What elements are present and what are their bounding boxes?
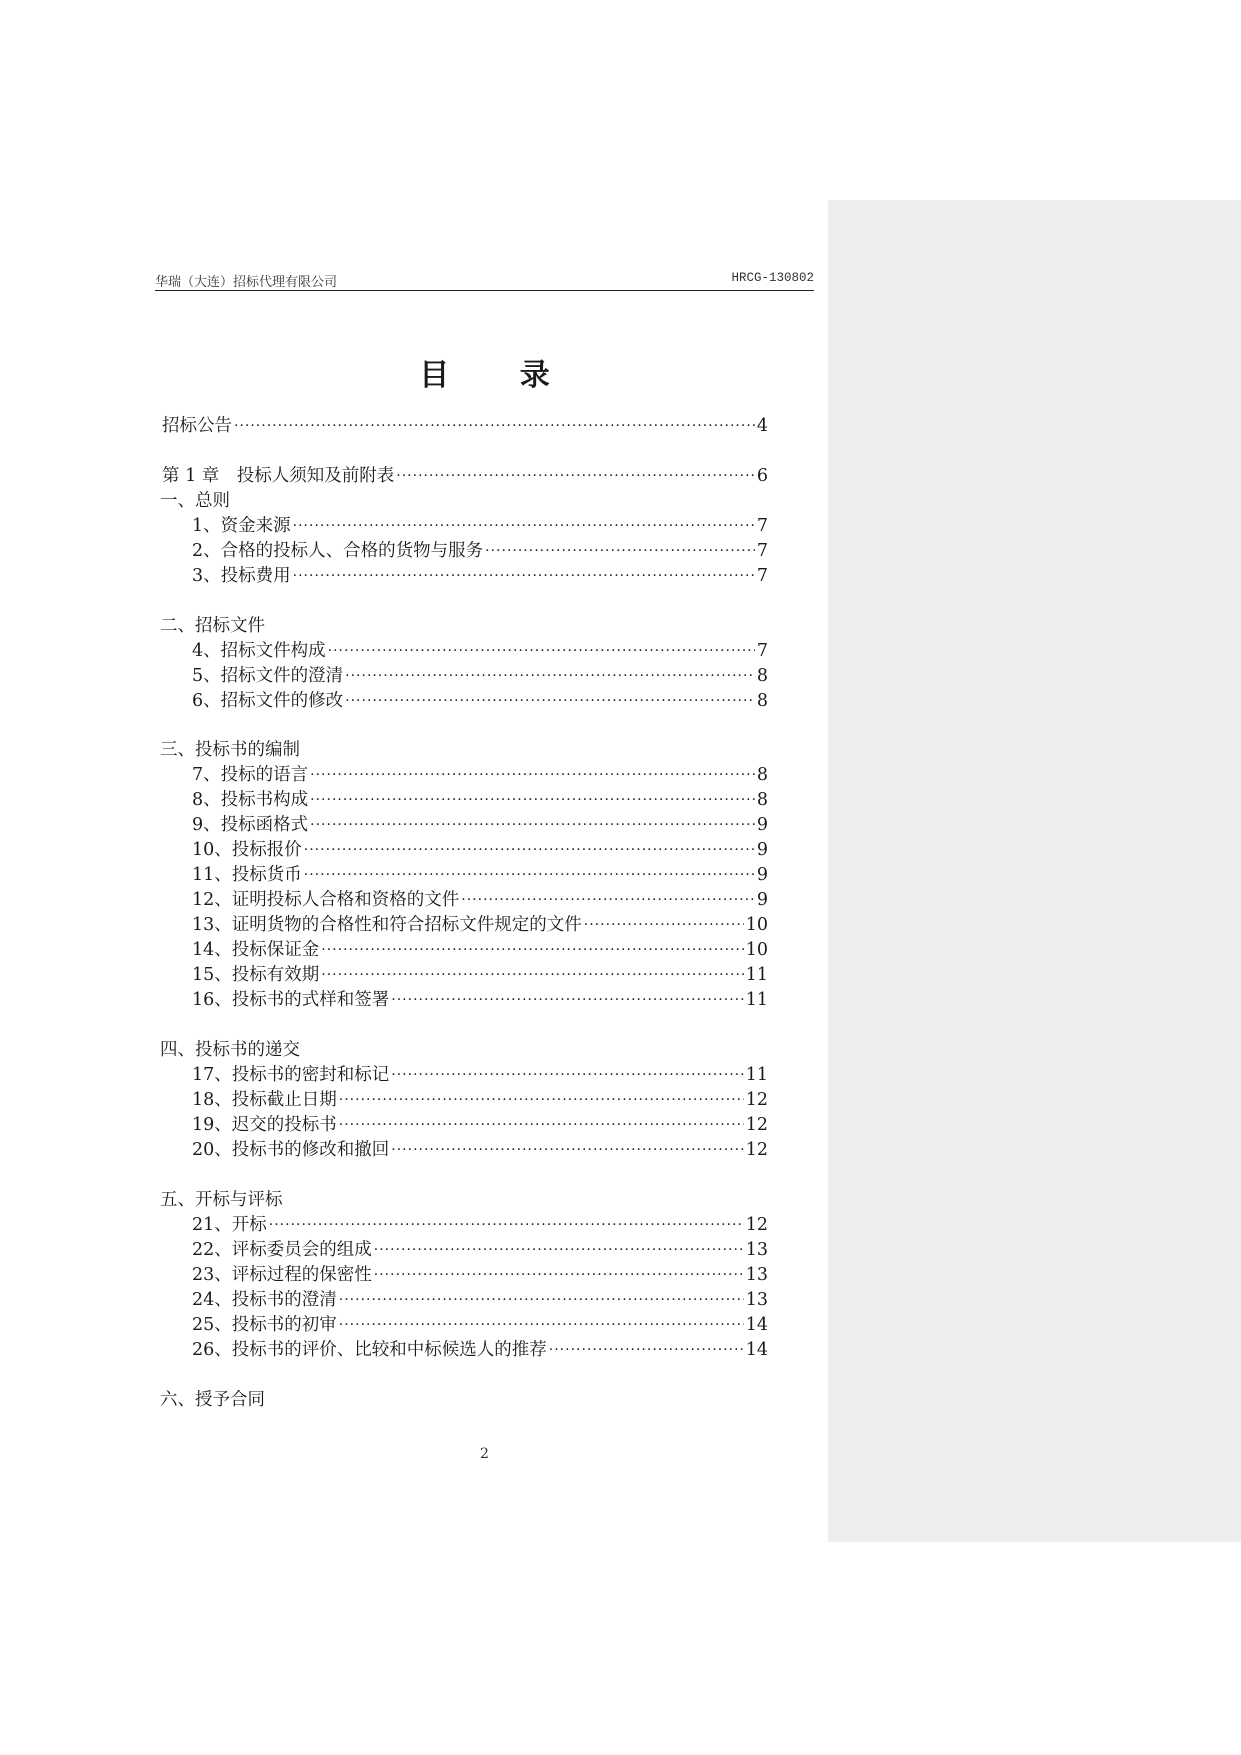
toc-entry-label: 20、投标书的修改和撤回 [192, 1140, 390, 1160]
toc-entry-label: 第 1 章 投标人须知及前附表 [162, 466, 395, 486]
toc-section-heading: 四、投标书的递交 [160, 1040, 300, 1060]
dot-leader [293, 564, 755, 588]
toc-entry-page: 12 [745, 1090, 768, 1110]
dot-leader [304, 838, 755, 862]
comment-markup-pane [828, 200, 1241, 1542]
dot-leader [339, 1313, 744, 1337]
toc-entry-page: 7 [756, 641, 768, 661]
toc-entry[interactable] [192, 1238, 768, 1262]
toc-entry-label: 6、招标文件的修改 [192, 691, 344, 711]
toc-entry-page: 13 [745, 1240, 768, 1260]
dot-leader [310, 813, 755, 837]
toc-entry[interactable] [192, 963, 768, 987]
dot-leader [345, 664, 755, 688]
toc-entry[interactable] [192, 938, 768, 962]
toc-entry-chapter1[interactable] [162, 464, 768, 488]
dot-leader [339, 1088, 744, 1112]
toc-entry-label: 16、投标书的式样和签署 [192, 990, 390, 1010]
dot-leader [310, 763, 755, 787]
dot-leader [549, 1338, 744, 1362]
page-header [155, 268, 814, 291]
dot-leader [328, 639, 755, 663]
toc-entry-label: 23、评标过程的保密性 [192, 1265, 372, 1285]
toc-entry-page: 9 [756, 890, 768, 910]
toc-entry-label: 11、投标货币 [192, 865, 302, 885]
dot-leader [391, 1063, 743, 1087]
toc-entry-label: 1、资金来源 [192, 516, 291, 536]
toc-section-heading: 二、招标文件 [160, 616, 265, 636]
toc-entry-page: 11 [745, 1065, 768, 1085]
toc-section-heading: 五、开标与评标 [160, 1190, 283, 1210]
dot-leader [374, 1238, 744, 1262]
toc-entry-page: 8 [756, 765, 768, 785]
toc-entry[interactable] [192, 838, 768, 862]
toc-entry-label: 13、证明货物的合格性和符合招标文件规定的文件 [192, 915, 582, 935]
dot-leader [269, 1213, 744, 1237]
toc-section-heading: 三、投标书的编制 [160, 740, 300, 760]
toc-entry-page: 7 [756, 541, 768, 561]
toc-entry-label: 21、开标 [192, 1215, 267, 1235]
dot-leader [234, 414, 755, 438]
toc-entry-label: 10、投标报价 [192, 840, 302, 860]
toc-entry-label: 8、投标书构成 [192, 790, 309, 810]
toc-entry-page: 12 [745, 1140, 768, 1160]
toc-section-heading: 一、总则 [160, 491, 230, 511]
toc-entry-page: 10 [745, 915, 768, 935]
toc-entry-page: 11 [745, 990, 768, 1010]
toc-entry-page: 9 [756, 815, 768, 835]
toc-entry[interactable] [192, 1213, 768, 1237]
toc-entry[interactable] [192, 888, 768, 912]
toc-entry-label: 4、招标文件构成 [192, 641, 326, 661]
dot-leader [304, 863, 755, 887]
toc-entry[interactable] [192, 788, 768, 812]
toc-entry[interactable] [192, 1138, 768, 1162]
toc-entry-label: 26、投标书的评价、比较和中标候选人的推荐 [192, 1340, 547, 1360]
toc-entry[interactable] [192, 639, 768, 663]
toc-entry[interactable] [192, 1288, 768, 1312]
toc-entry[interactable] [192, 813, 768, 837]
toc-entry[interactable] [192, 1263, 768, 1287]
toc-entry-page: 11 [745, 965, 768, 985]
header-company: 华瑞（大连）招标代理有限公司 [155, 275, 338, 290]
toc-entry[interactable] [192, 539, 768, 563]
toc-entry-label: 招标公告 [162, 416, 232, 436]
toc-entry[interactable] [192, 1338, 768, 1362]
toc-entry-label: 12、证明投标人合格和资格的文件 [192, 890, 460, 910]
toc-entry-page: 7 [756, 516, 768, 536]
toc-entry-page: 9 [756, 865, 768, 885]
toc-entry[interactable] [192, 564, 768, 588]
toc-entry-label: 17、投标书的密封和标记 [192, 1065, 390, 1085]
toc-entry[interactable] [192, 1113, 768, 1137]
dot-leader [396, 464, 755, 488]
dot-leader [391, 988, 743, 1012]
toc-entry-page: 14 [745, 1340, 768, 1360]
page-number: 2 [480, 1446, 489, 1462]
toc-entry-page: 8 [756, 790, 768, 810]
toc-entry-page: 12 [745, 1215, 768, 1235]
dot-leader [461, 888, 755, 912]
toc-entry[interactable] [192, 913, 768, 937]
toc-entry[interactable] [192, 689, 768, 713]
toc-entry-notice[interactable] [162, 414, 768, 438]
dot-leader [391, 1138, 743, 1162]
dot-leader [293, 514, 755, 538]
dot-leader [310, 788, 755, 812]
toc-entry-label: 7、投标的语言 [192, 765, 309, 785]
toc-entry-label: 25、投标书的初审 [192, 1315, 337, 1335]
toc-entry-label: 18、投标截止日期 [192, 1090, 337, 1110]
toc-entry-page: 9 [756, 840, 768, 860]
dot-leader [321, 938, 743, 962]
toc-entry-page: 4 [756, 416, 768, 436]
toc-entry-page: 13 [745, 1290, 768, 1310]
toc-entry-label: 19、迟交的投标书 [192, 1115, 337, 1135]
toc-entry-label: 3、投标费用 [192, 566, 291, 586]
dot-leader [339, 1113, 744, 1137]
dot-leader [345, 689, 755, 713]
toc-entry-label: 15、投标有效期 [192, 965, 320, 985]
dot-leader [485, 539, 755, 563]
toc-entry[interactable] [192, 1063, 768, 1087]
toc-entry[interactable] [192, 514, 768, 538]
dot-leader [321, 963, 743, 987]
toc-entry[interactable] [192, 1313, 768, 1337]
toc-entry-label: 2、合格的投标人、合格的货物与服务 [192, 541, 484, 561]
toc-entry[interactable] [192, 988, 768, 1012]
toc-entry-page: 12 [745, 1115, 768, 1135]
dot-leader [584, 913, 744, 937]
toc-section-heading: 六、授予合同 [160, 1390, 265, 1410]
toc-entry-page: 10 [745, 940, 768, 960]
toc-entry-page: 8 [756, 691, 768, 711]
toc-entry[interactable] [192, 763, 768, 787]
toc-entry[interactable] [192, 664, 768, 688]
toc-entry[interactable] [192, 1088, 768, 1112]
dot-leader [339, 1288, 744, 1312]
header-document-code: HRCG-130802 [731, 271, 814, 285]
toc-entry-page: 6 [756, 466, 768, 486]
toc-entry-label: 24、投标书的澄清 [192, 1290, 337, 1310]
toc-entry-label: 14、投标保证金 [192, 940, 320, 960]
toc-entry-label: 9、投标函格式 [192, 815, 309, 835]
toc-entry-page: 13 [745, 1265, 768, 1285]
toc-entry-label: 5、招标文件的澄清 [192, 666, 344, 686]
toc-entry[interactable] [192, 863, 768, 887]
dot-leader [374, 1263, 744, 1287]
toc-entry-page: 8 [756, 666, 768, 686]
toc-entry-page: 7 [756, 566, 768, 586]
toc-entry-page: 14 [745, 1315, 768, 1335]
toc-entry-label: 22、评标委员会的组成 [192, 1240, 372, 1260]
page-title: 目 录 [419, 358, 580, 393]
